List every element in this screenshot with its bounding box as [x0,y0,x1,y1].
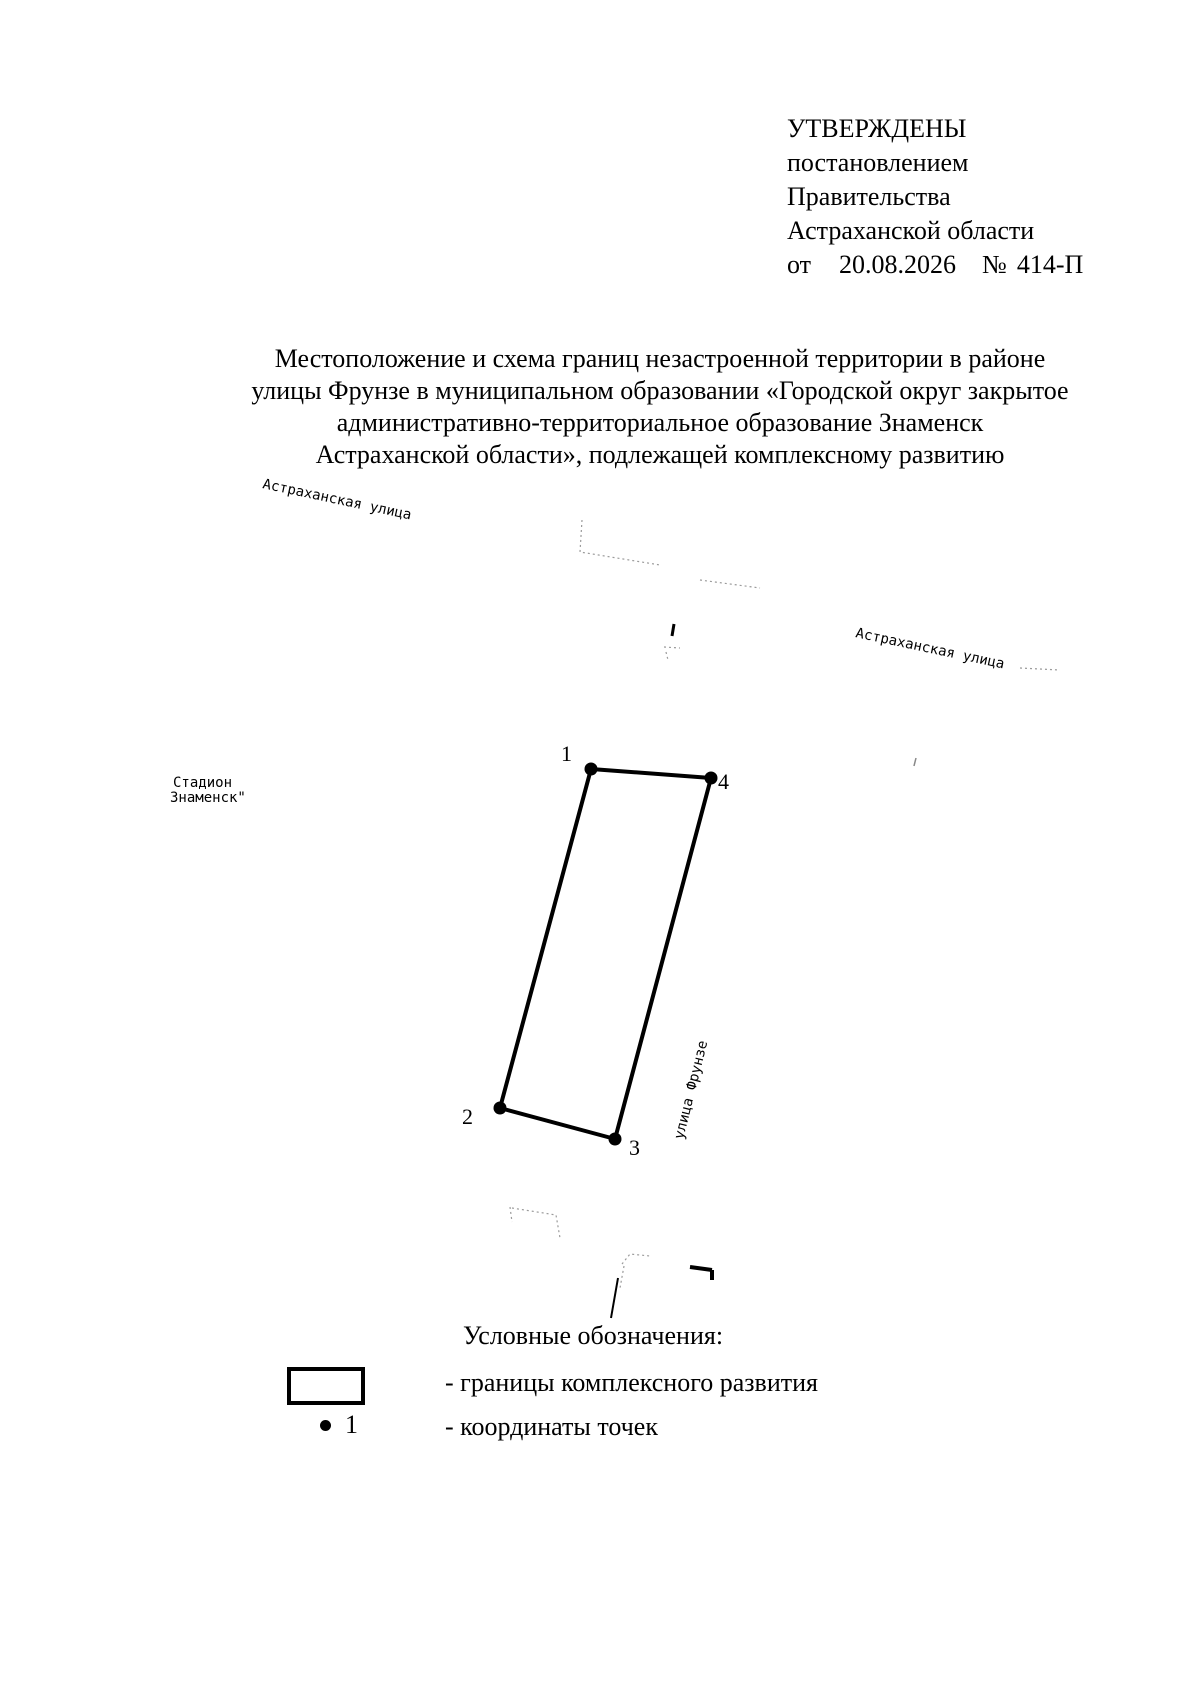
legend-boundary-label: - границы комплексного развития [445,1368,818,1397]
boundary-point-1 [585,763,598,776]
title-line-4: Астраханской области», подлежащей комплексному развитию [315,440,1005,469]
map-dark-marks [611,624,916,1318]
title-line-2: улицы Фрунзе в муниципальном образовании «Городской округ закрытое [251,376,1069,405]
map-background-traces [510,520,1060,1288]
boundary-point-3 [609,1133,622,1146]
stadium-label-line-2: Знаменск" [170,790,246,806]
street-label-frunze: улица Фрунзе [671,1038,712,1141]
approval-line-2: постановлением [787,148,969,177]
legend-points-label: - координаты точек [445,1412,658,1441]
development-boundary [500,769,711,1139]
street-label-astrakhanskaya-top-right: Астраханская улица [854,625,1006,673]
approval-number-sign: № [982,250,1007,279]
legend-title: Условные обозначения: [463,1321,724,1350]
legend-point-dot [320,1420,331,1431]
legend-boundary-symbol [287,1367,365,1405]
legend-point-sample: 1 [345,1410,358,1439]
approval-date-prefix: от [787,250,812,279]
title-line-1: Местоположение и схема границ незастроенной территории в районе [274,344,1046,373]
approval-line-3: Правительства [787,182,951,211]
approval-number: 414-П [1016,250,1084,279]
title-line-3: административно-территориальное образование Знаменск [336,408,984,437]
point-label-3: 3 [629,1135,640,1160]
approval-line-4: Астраханской области [787,216,1035,245]
point-label-2: 2 [462,1104,473,1129]
legend-point-symbol [320,1409,358,1441]
boundary-point-2 [494,1102,507,1115]
point-label-1: 1 [561,741,572,766]
stadium-label-line-1: Стадион [173,775,233,791]
approval-date: 20.08.2026 [839,250,957,279]
approval-heading: УТВЕРЖДЕНЫ [787,114,967,143]
street-label-astrakhanskaya-top-left: Астраханская улица [261,476,413,524]
point-label-4: 4 [718,769,729,794]
boundary-point-4 [705,772,718,785]
